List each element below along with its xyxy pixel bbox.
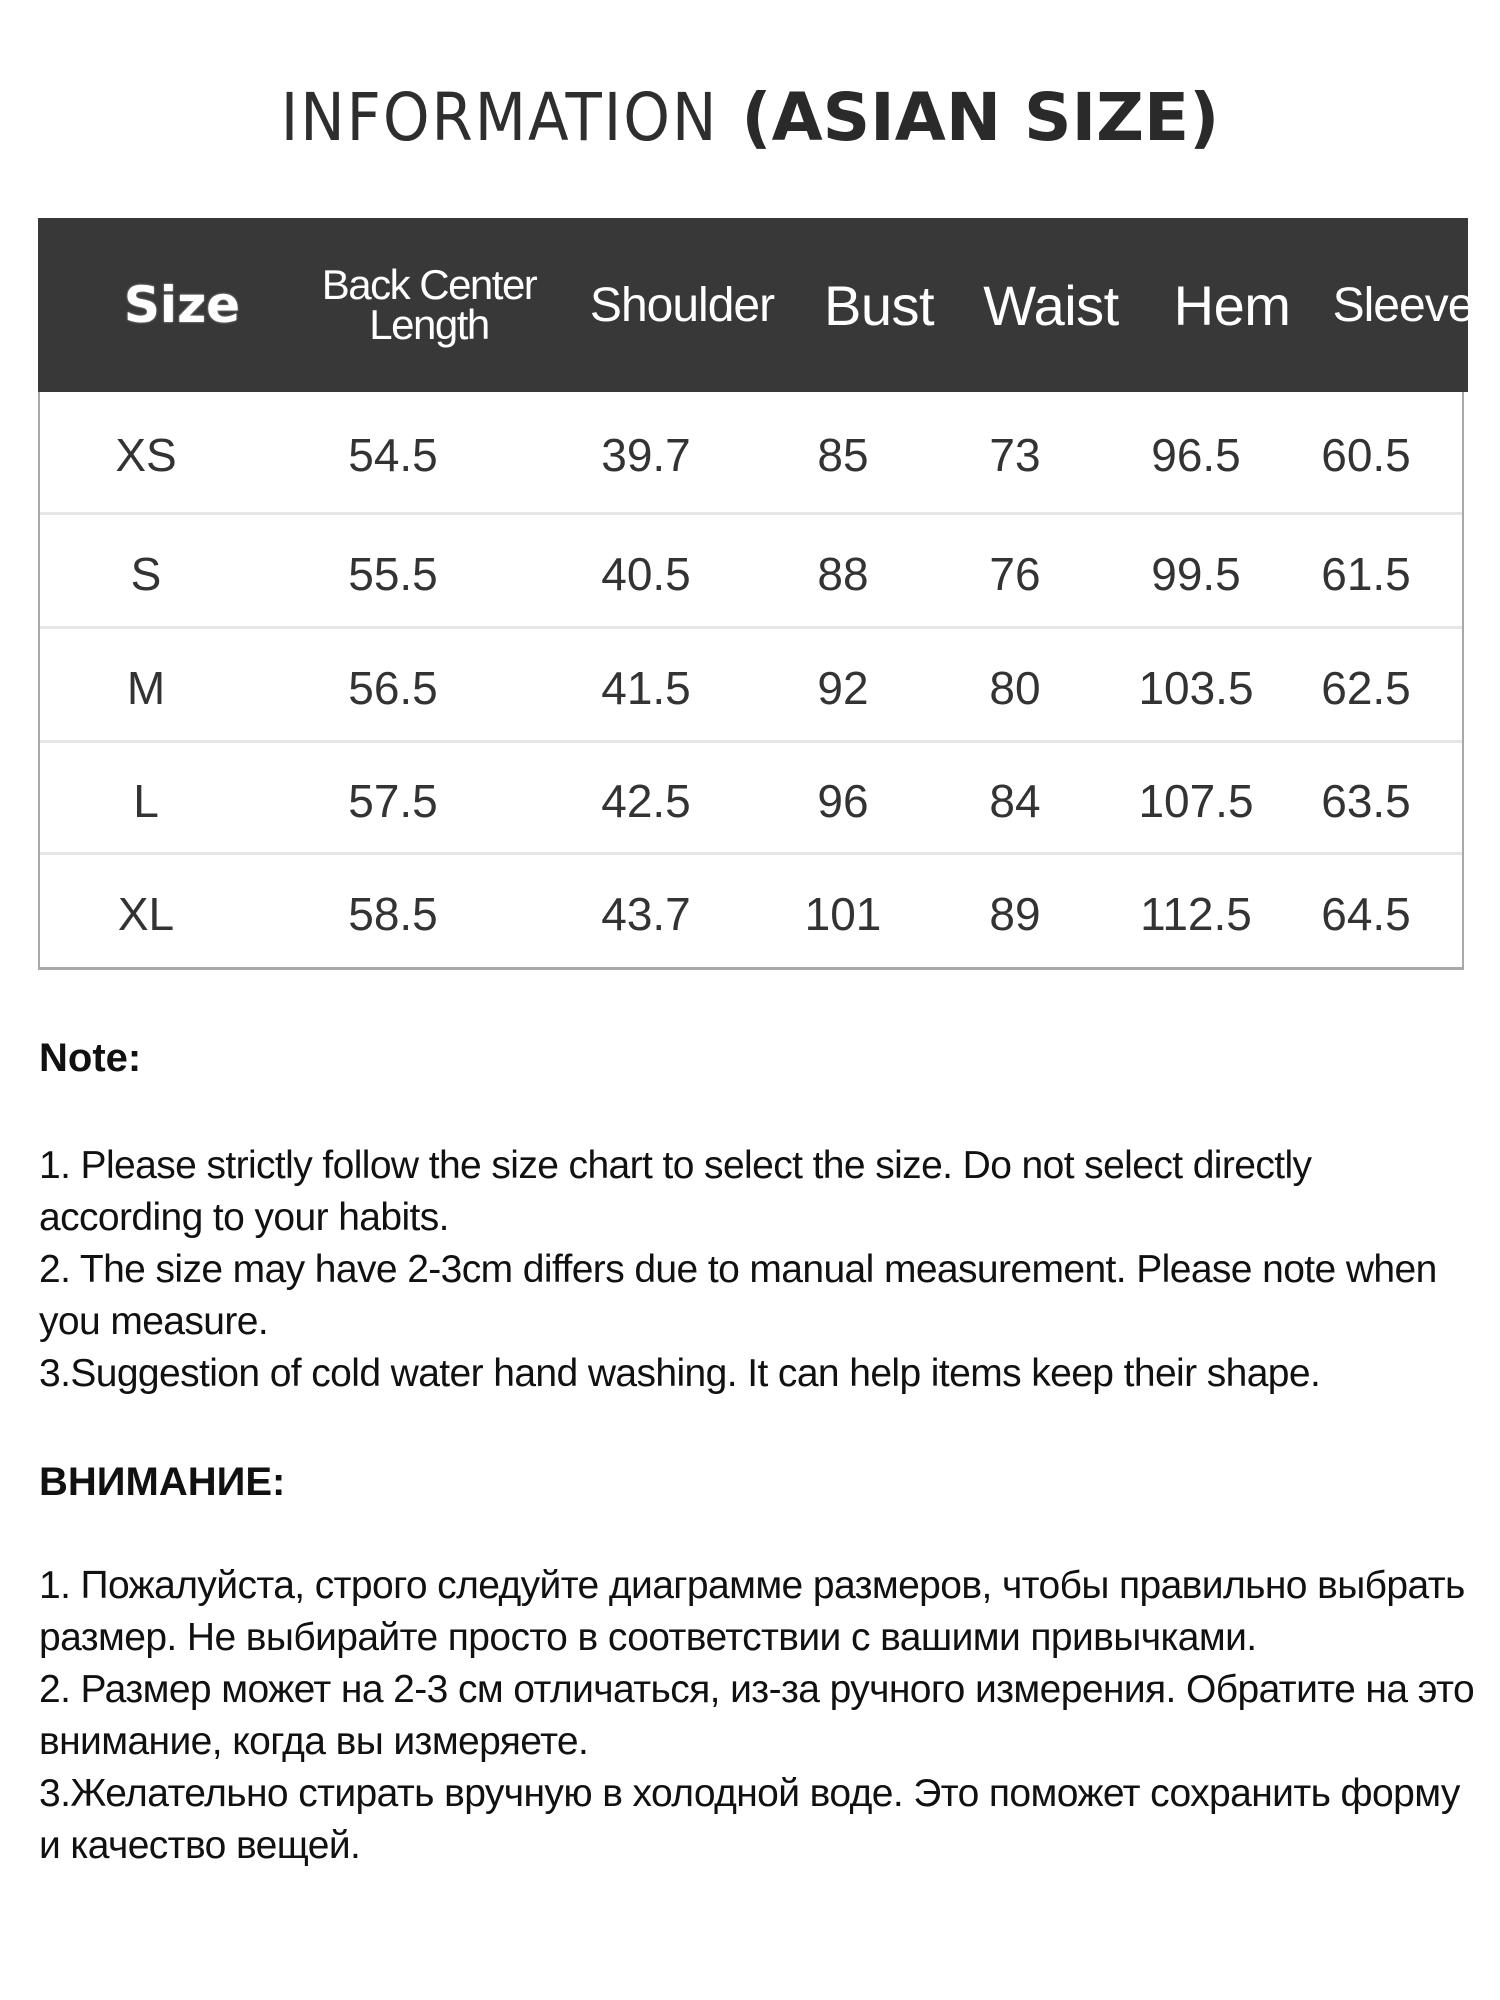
cell-shoulder: 40.5 xyxy=(601,547,691,600)
note-item: 2. Размер может на 2-3 см отличаться, из-за ручного измерения. Обратите на это внимание, когда вы измеряете. xyxy=(39,1668,1475,1763)
note-item: 2. The size may have 2-3cm differs due to manual measurement. Please note when you measure. xyxy=(39,1248,1437,1343)
note-heading: ВНИМАНИЕ: xyxy=(39,1460,286,1504)
cell-hem: 103.5 xyxy=(1138,661,1254,714)
header-back-center-length: Back Center Length xyxy=(321,261,537,348)
cell-bust: 92 xyxy=(817,661,869,714)
cell-back-center-length: 54.5 xyxy=(348,429,438,481)
title-bold: (ASIAN SIZE) xyxy=(741,79,1220,156)
cell-hem: 112.5 xyxy=(1140,888,1252,940)
cell-sleeve: 63.5 xyxy=(1321,774,1411,827)
notes-ru-list xyxy=(39,1560,1479,1872)
title-light: INFORMATION xyxy=(280,79,719,156)
cell-size: L xyxy=(133,774,159,827)
cell-sleeve: 64.5 xyxy=(1321,888,1411,940)
header-size: Size xyxy=(123,276,241,334)
cell-hem: 96.5 xyxy=(1151,429,1241,481)
table-row xyxy=(40,392,1462,515)
cell-waist: 73 xyxy=(989,429,1041,481)
cell-shoulder: 43.7 xyxy=(601,888,691,940)
cell-sleeve: 62.5 xyxy=(1321,661,1411,714)
cell-back-center-length: 57.5 xyxy=(348,774,438,827)
cell-bust: 96 xyxy=(817,774,869,827)
cell-shoulder: 39.7 xyxy=(601,429,691,481)
cell-back-center-length: 56.5 xyxy=(348,661,438,714)
note-item: 3.Suggestion of cold water hand washing. It can help items keep their shape. xyxy=(39,1352,1321,1395)
cell-bust: 88 xyxy=(817,547,869,600)
header-hem: Hem xyxy=(1173,273,1291,337)
header-bust: Bust xyxy=(823,273,935,337)
table-row xyxy=(40,629,1462,743)
note-heading-en xyxy=(39,1036,1479,1081)
cell-hem: 99.5 xyxy=(1151,547,1241,600)
cell-size: S xyxy=(130,547,162,600)
note-heading: Note: xyxy=(39,1036,142,1080)
cell-shoulder: 41.5 xyxy=(601,661,691,714)
cell-back-center-length: 58.5 xyxy=(348,888,438,940)
header-waist: Waist xyxy=(983,273,1119,337)
table-row xyxy=(40,515,1462,629)
notes-en-list xyxy=(39,1140,1479,1400)
note-heading-ru xyxy=(39,1460,1479,1505)
cell-size: M xyxy=(126,661,166,714)
cell-size: XS xyxy=(115,429,177,481)
cell-waist: 80 xyxy=(989,661,1041,714)
size-chart-table xyxy=(38,218,1474,970)
table-row xyxy=(40,743,1462,855)
header-sleeve: Sleeve xyxy=(1332,278,1474,332)
cell-sleeve: 60.5 xyxy=(1321,429,1411,481)
note-item: 1. Пожалуйста, строго следуйте диаграмме размеров, чтобы правильно выбрать размер. Не выбирайте просто в соответствии с вашими привычками. xyxy=(39,1564,1465,1659)
cell-bust: 85 xyxy=(817,429,869,481)
cell-back-center-length: 55.5 xyxy=(348,547,438,600)
table-header xyxy=(38,218,1474,392)
header-shoulder: Shoulder xyxy=(589,278,775,332)
table-row xyxy=(40,855,1462,967)
cell-shoulder: 42.5 xyxy=(601,774,691,827)
cell-bust: 101 xyxy=(804,888,882,940)
cell-sleeve: 61.5 xyxy=(1321,547,1411,600)
cell-waist: 84 xyxy=(989,774,1041,827)
note-item: 1. Please strictly follow the size chart to select the size. Do not select directly according to your habits. xyxy=(39,1144,1312,1239)
page-title xyxy=(0,78,1500,158)
cell-waist: 76 xyxy=(989,547,1041,600)
cell-size: XL xyxy=(117,888,175,940)
cell-waist: 89 xyxy=(989,888,1041,940)
cell-hem: 107.5 xyxy=(1138,774,1254,827)
note-item: 3.Желательно стирать вручную в холодной воде. Это поможет сохранить форму и качество вещей. xyxy=(39,1772,1460,1867)
